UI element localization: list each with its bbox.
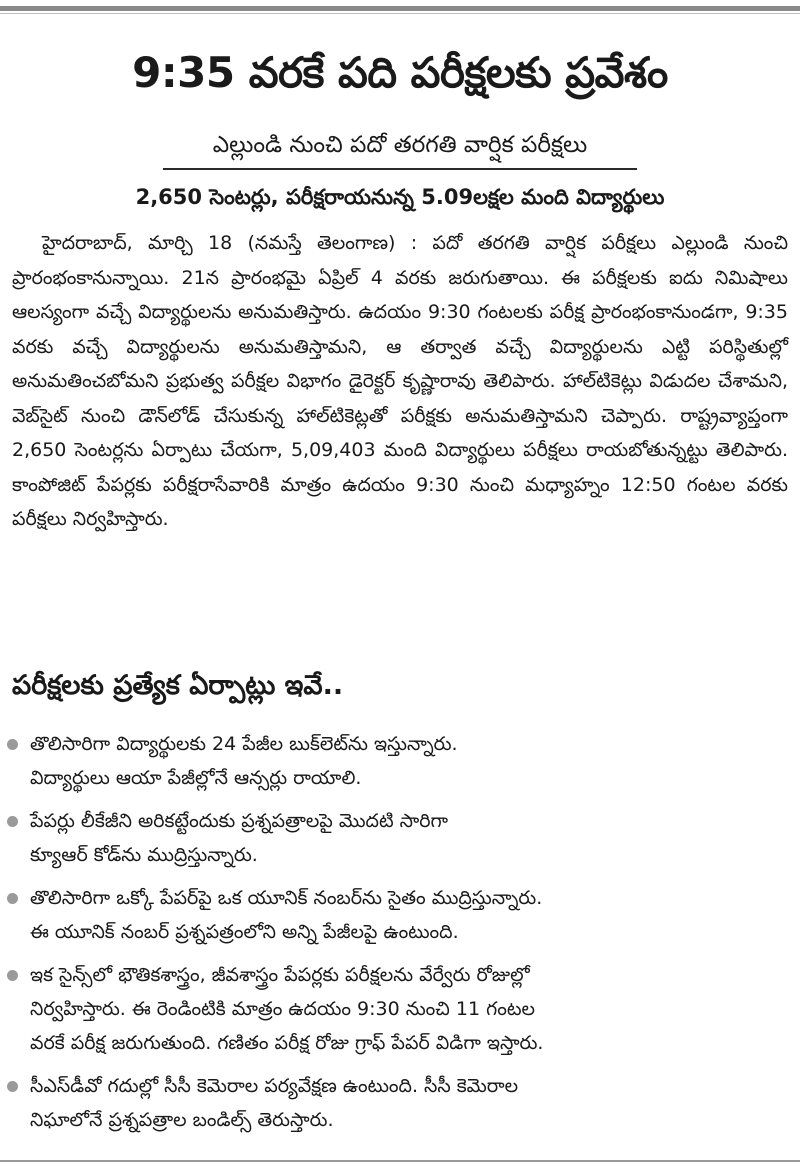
list-item-line: తొలిసారిగా విద్యార్థులకు 24 పేజీల బుక్‌లెట్‌ను ఇస్తున్నారు.: [30, 733, 458, 755]
subheading-underline: [163, 168, 637, 170]
bullet-dot-icon: [7, 970, 18, 981]
list-item-line: క్యూఆర్ కోడ్‌ను ముద్రిస్తున్నారు.: [30, 844, 258, 866]
subheading: ఎల్లుండి నుంచి పదో తరగతి వార్షిక పరీక్షలు: [212, 132, 588, 158]
list-item-line: ఈ యూనిక్ నంబర్ ప్రశ్నపత్రంలోని అన్ని పేజీలపై ఉంటుంది.: [30, 921, 459, 943]
list-item: [0, 958, 800, 1060]
list-item-line: పేపర్లు లీకేజీని అరికట్టేందుకు ప్రశ్నపత్రాలపై మొదటి సారిగా: [30, 810, 449, 832]
list-item: [0, 727, 800, 795]
list-item-line: నిర్వహిస్తారు. ఈ రెండింటికి మాత్రం ఉదయం 9:30 నుంచి 11 గంటల: [30, 998, 535, 1020]
top-divider: [0, 6, 800, 11]
article-body: హైదరాబాద్, మార్చి 18 (నమస్తే తెలంగాణ) : పదో తరగతి వార్షిక పరీక్షలు ఎల్లుండి నుంచి ప్రారంభంకానున్నాయి. 21న ప్రారంభమై ఏప్రిల్ 4 వరకు జరుగుతాయి. ఈ పరీక్షలకు ఐదు నిమిషాలు ఆలస్యంగా వచ్చే విద్యార్థులను అనుమతిస్తారు. ఉదయం 9:30 గంటలకు పరీక్ష ప్రారంభంకానుండగా, 9:35 వరకు వచ్చే విద్యార్థులను అనుమతిస్తామని, ఆ తర్వాత వచ్చే విద్యార్థులను ఎట్టి పరిస్థితుల్లో అనుమతించబోమని ప్రభుత్వ పరీక్షల విభాగం డైరెక్టర్ కృష్ణారావు తెలిపారు. హాల్‌టికెట్లు విడుదల చేశామని, వెబ్‌సైట్ నుంచి డౌన్‌లోడ్ చేసుకున్న హాల్‌టికెట్లతో పరీక్షకు అనుమతిస్తామని చెప్పారు. రాష్ట్రవ్యాప్తంగా 2,650 సెంటర్లను ఏర్పాటు చేయగా, 5,09,403 మంది విద్యార్థులు పరీక్షలు రాయబోతున్నట్టు తెలిపారు. కాంపోజిట్ పేపర్లకు పరీక్షరాసేవారికి మాత్రం ఉదయం 9:30 నుంచి మధ్యాహ్నం 12:50 గంటల వరకు పరీక్షలు నిర్వహిస్తారు.: [12, 232, 788, 530]
top-divider-thin: [0, 13, 800, 14]
list-item: [0, 1069, 800, 1137]
list-item: [0, 881, 800, 949]
list-item-line: సీఎస్‌డీవో గదుల్లో సీసీ కెమెరాల పర్యవేక్షణ ఉంటుంది. సీసీ కెమెరాల: [30, 1075, 519, 1097]
arrangements-list: [0, 727, 800, 1146]
list-item: [0, 804, 800, 872]
subheading-stats: 2,650 సెంటర్లు, పరీక్షరాయనున్న 5.09లక్షల మంది విద్యార్థులు: [135, 185, 665, 209]
list-item-line: తొలిసారిగా ఒక్కో పేపర్‌పై ఒక యూనిక్ నంబర్‌ను సైతం ముద్రిస్తున్నారు.: [30, 887, 543, 909]
bottom-divider: [0, 1160, 800, 1162]
section-heading: పరీక్షలకు ప్రత్యేక ఏర్పాట్లు ఇవే..: [12, 670, 344, 701]
bullet-dot-icon: [7, 739, 18, 750]
list-item-line: ఇక సైన్స్‌లో భౌతికశాస్త్రం, జీవశాస్త్రం పేపర్లకు పరీక్షలను వేర్వేరు రోజుల్లో: [30, 964, 530, 986]
list-item-line: వరకే పరీక్ష జరుగుతుంది. గణితం పరీక్ష రోజు గ్రాఫ్ పేపర్ విడిగా ఇస్తారు.: [30, 1032, 544, 1054]
bullet-dot-icon: [7, 893, 18, 904]
bullet-dot-icon: [7, 1081, 18, 1092]
bullet-dot-icon: [7, 816, 18, 827]
list-item-line: విద్యార్థులు ఆయా పేజీల్లోనే ఆన్సర్లు రాయాలి.: [30, 767, 362, 789]
headline: 9:35 వరకే పది పరీక్షలకు ప్రవేశం: [132, 48, 668, 97]
list-item-line: నిఘాలోనే ప్రశ్నపత్రాల బండిల్స్ తెరుస్తారు.: [30, 1109, 334, 1131]
